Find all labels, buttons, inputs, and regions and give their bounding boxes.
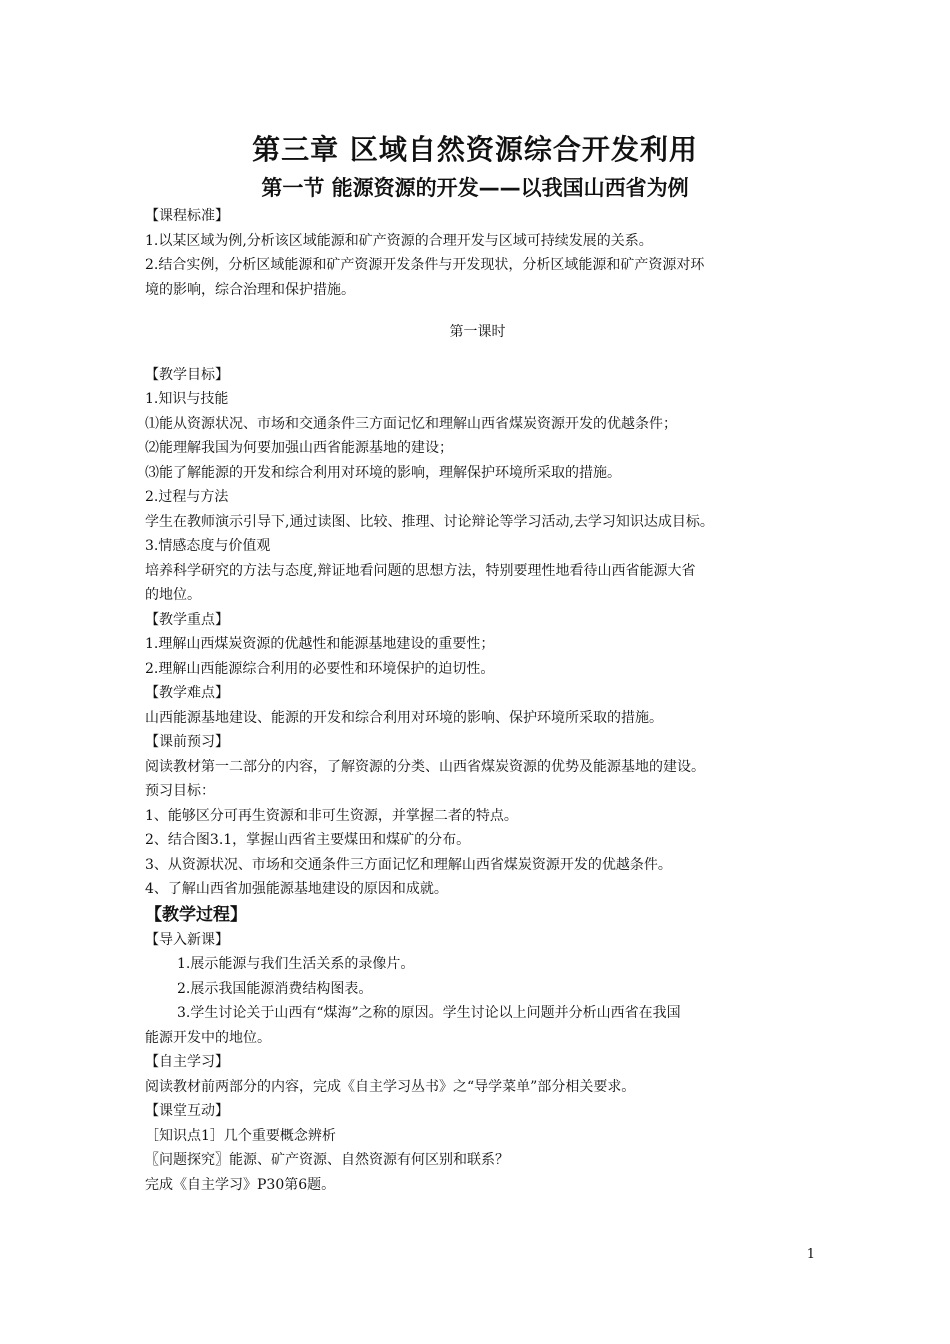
paragraph: 〖问题探究〗能源、矿产资源、自然资源有何区别和联系？ <box>145 1152 509 1168</box>
paragraph: 2.理解山西能源综合利用的必要性和环境保护的迫切性。 <box>145 660 495 677</box>
heading-classroom-interaction: 【课堂互动】 <box>145 1103 229 1119</box>
paragraph: 的地位。 <box>145 587 201 603</box>
paragraph: 能源开发中的地位。 <box>145 1029 271 1046</box>
paragraph: 4、了解山西省加强能源基地建设的原因和成就。 <box>145 881 448 897</box>
paragraph: 培养科学研究的方法与态度,辩证地看问题的思想方法，特别要理性地看待山西省能源大省 <box>145 562 696 579</box>
paragraph: 2、结合图3.1，掌握山西省主要煤田和煤矿的分布。 <box>145 832 471 848</box>
paragraph: ［知识点1］几个重要概念辨析 <box>145 1127 336 1144</box>
paragraph: 完成《自主学习》P30第6题。 <box>145 1176 336 1193</box>
paragraph: 1.展示能源与我们生活关系的录像片。 <box>177 956 415 972</box>
paragraph: 2.结合实例，分析区域能源和矿产资源开发条件与开发现状，分析区域能源和矿产资源对环 <box>145 257 705 273</box>
paragraph: ⑵能理解我国为何要加强山西省能源基地的建设； <box>145 440 453 456</box>
heading-key-points: 【教学重点】 <box>145 611 229 628</box>
paragraph: 2.过程与方法 <box>145 489 229 505</box>
paragraph: 1.知识与技能 <box>145 391 229 407</box>
paragraph: 2.展示我国能源消费结构图表。 <box>177 980 373 997</box>
section-title: 第一节 能源资源的开发——以我国山西省为例 <box>261 176 689 200</box>
paragraph: 3.情感态度与价值观 <box>145 538 271 554</box>
paragraph: ⑶能了解能源的开发和综合利用对环境的影响，理解保护环境所采取的措施。 <box>145 464 621 481</box>
heading-preview: 【课前预习】 <box>145 734 229 750</box>
paragraph: 阅读教材第一二部分的内容，了解资源的分类、山西省煤炭资源的优势及能源基地的建设。 <box>145 758 705 775</box>
lesson-heading: 第一课时 <box>449 324 506 340</box>
heading-teaching-goals: 【教学目标】 <box>145 366 229 383</box>
paragraph: 学生在教师演示引导下,通过读图、比较、推理、讨论辩论等学习活动,去学习知识达成目标。 <box>145 513 714 530</box>
paragraph: 阅读教材前两部分的内容，完成《自主学习丛书》之“导学菜单”部分相关要求。 <box>145 1078 636 1095</box>
paragraph: 预习目标： <box>145 783 215 799</box>
paragraph: 境的影响，综合治理和保护措施。 <box>145 281 355 298</box>
paragraph: 1.以某区域为例,分析该区域能源和矿产资源的合理开发与区域可持续发展的关系。 <box>145 232 653 249</box>
heading-difficulties: 【教学难点】 <box>145 685 229 701</box>
page-number: 1 <box>806 1247 815 1262</box>
paragraph: 1.理解山西煤炭资源的优越性和能源基地建设的重要性； <box>145 636 495 652</box>
paragraph: 3、从资源状况、市场和交通条件三方面记忆和理解山西省煤炭资源开发的优越条件。 <box>145 856 672 873</box>
heading-self-study: 【自主学习】 <box>145 1054 229 1070</box>
chapter-title: 第三章 区域自然资源综合开发利用 <box>252 133 698 166</box>
document-body <box>145 204 810 1197</box>
paragraph: 山西能源基地建设、能源的开发和综合利用对环境的影响、保护环境所采取的措施。 <box>145 709 663 726</box>
heading-introduction: 【导入新课】 <box>145 931 229 948</box>
paragraph: ⑴能从资源状况、市场和交通条件三方面记忆和理解山西省煤炭资源开发的优越条件； <box>145 415 677 432</box>
paragraph: 3.学生讨论关于山西有“煤海”之称的原因。学生讨论以上问题并分析山西省在我国 <box>177 1005 681 1021</box>
heading-curriculum-standard: 【课程标准】 <box>145 208 229 224</box>
paragraph: 1、能够区分可再生资源和非可生资源，并掌握二者的特点。 <box>145 807 518 824</box>
heading-teaching-process: 【教学过程】 <box>145 904 247 925</box>
